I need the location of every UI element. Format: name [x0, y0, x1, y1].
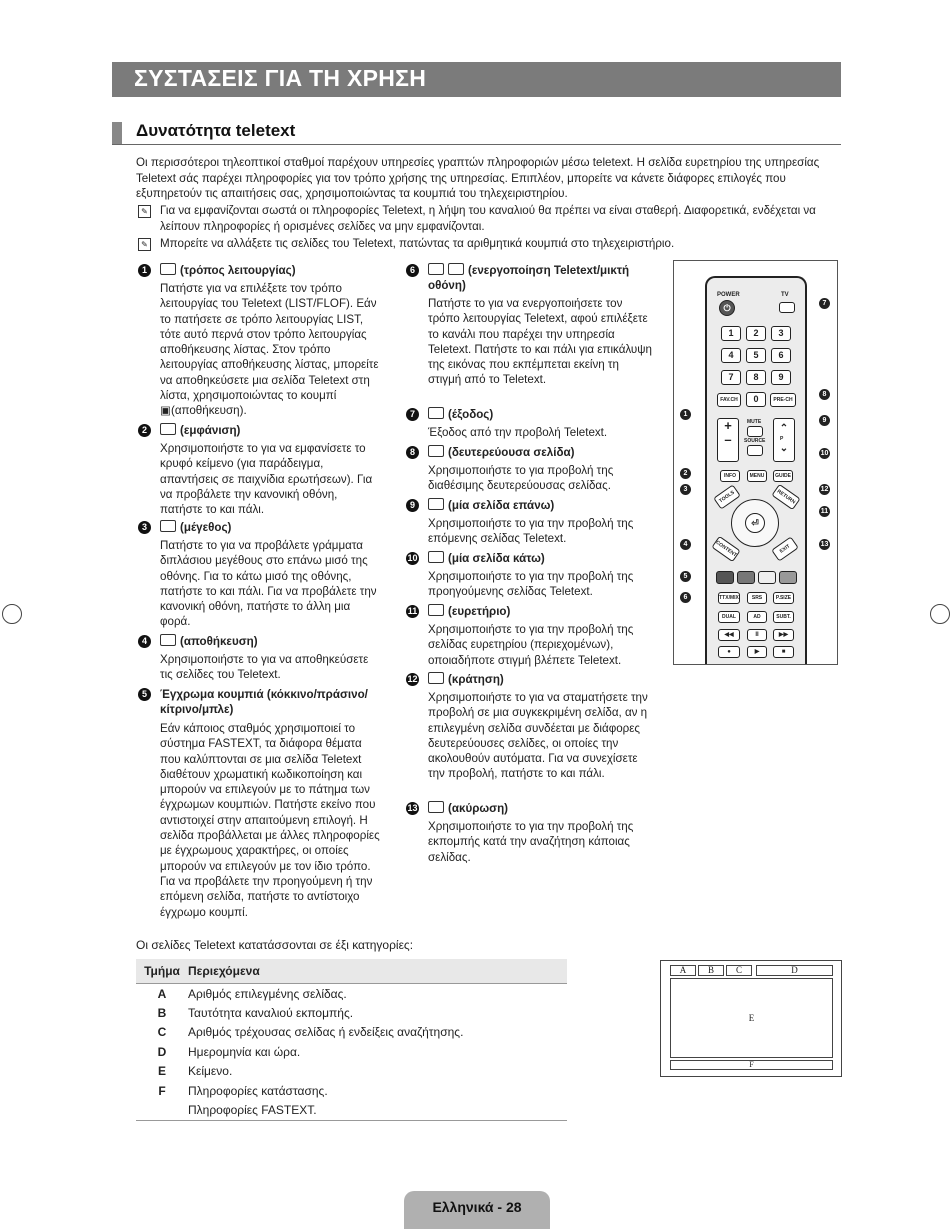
- item-title: (ακύρωση): [448, 802, 509, 815]
- item-number: 3: [138, 521, 151, 534]
- item-title: (τρόπος λειτουργίας): [180, 264, 296, 277]
- callout-2: 2: [680, 468, 691, 479]
- item-title: (μία σελίδα επάνω): [448, 499, 555, 512]
- hold-key-icon: [428, 672, 444, 684]
- ttx-mix-button: TTX/MIX: [718, 592, 740, 604]
- page-number: Ελληνικά - 28: [432, 1199, 522, 1215]
- table-cell: Ταυτότητα καναλιού εκπομπής.: [188, 1006, 354, 1021]
- table-row: [136, 984, 567, 1004]
- table-cell: A: [157, 986, 167, 1001]
- note-2: [138, 236, 838, 252]
- region-c: C: [726, 965, 752, 976]
- table-cell: Πληροφορίες κατάστασης.: [188, 1083, 328, 1098]
- list-item: [138, 634, 378, 684]
- table-header-row: [136, 959, 567, 984]
- region-e: E: [670, 978, 833, 1058]
- table-cell: E: [157, 1064, 166, 1079]
- digit-button: 2: [746, 326, 766, 341]
- digit-button: 7: [721, 370, 741, 385]
- digit-button: 8: [746, 370, 766, 385]
- ad-button: AD: [747, 611, 767, 623]
- yellow-button: [758, 571, 776, 584]
- callout-13: 13: [820, 541, 829, 548]
- item-desc: Χρησιμοποιήστε το για να σταματήσετε την προβολή σε μια συγκεκριμένη σελίδα, αν η επιλεγμένη σελίδα συνδέεται με διάφορες δευτερεύουσες σελίδες, οι οποίες την ακολουθούν αυτόματα. Για να συνεχίσετε την προβολή, πατήστε το και πάλι.: [428, 691, 648, 781]
- item-desc: Πατήστε το για να προβάλετε γράμματα διπλάσιου μεγέθους στο επάνω μισό της οθόνης. Για το κάτω μισό της οθόνης, πατήστε το και πάλι. Για να προβάλετε την κανονική οθόνη, πατήστε το άλλη μια φορά.: [160, 539, 377, 629]
- item-number: 7: [406, 408, 419, 421]
- note-text: Μπορείτε να αλλάξετε τις σελίδες του Teletext, πατώντας τα αριθμητικά κουμπιά στο τηλεχειριστήριο.: [160, 237, 675, 250]
- table-cell: Αριθμός επιλεγμένης σελίδας.: [188, 986, 347, 1001]
- table-cell: Ημερομηνία και ώρα.: [188, 1044, 301, 1059]
- power-button: ⏻: [719, 300, 735, 316]
- table-row: [136, 1023, 567, 1042]
- callout-12: 12: [820, 486, 829, 493]
- table-row: [136, 1062, 567, 1081]
- tools-button: TOOLS: [713, 484, 741, 509]
- region-f: F: [670, 1060, 833, 1070]
- page-footer: [404, 1191, 550, 1229]
- callout-9: 9: [819, 415, 830, 426]
- note-icon: ✎: [138, 238, 151, 251]
- mute-button: [747, 426, 763, 437]
- pause-button: II: [747, 629, 767, 641]
- dual-button: DUAL: [718, 611, 740, 623]
- p-label: P: [780, 436, 784, 442]
- list-item: [138, 263, 378, 423]
- remote-control: [705, 276, 807, 664]
- mode-key-icon: [160, 263, 176, 275]
- list-item: [406, 604, 656, 670]
- channel-rocker: ⌃ ⌄: [773, 418, 795, 462]
- list-item: [406, 407, 656, 443]
- guide-button: GUIDE: [773, 470, 793, 482]
- item-title: (έξοδος): [448, 408, 494, 421]
- table-cell: Κείμενο.: [188, 1064, 233, 1079]
- item-number: 4: [138, 635, 151, 648]
- callout-4: 4: [680, 539, 691, 550]
- digit-button: 0: [746, 392, 766, 407]
- enter-button: ⏎: [745, 513, 765, 533]
- table-cell: D: [157, 1044, 167, 1059]
- list-item: [406, 263, 656, 403]
- table-row: [136, 1003, 567, 1022]
- item-desc: Χρησιμοποιήστε το για προβολή της διαθέσιμης δευτερεύουσας σελίδας.: [428, 464, 614, 493]
- section-title: Δυνατότητα teletext: [136, 121, 296, 140]
- table-cell: F: [158, 1083, 166, 1098]
- exit-key-icon: [428, 407, 444, 419]
- item-title: Έγχρωμα κουμπιά (κόκκινο/πράσινο/κίτρινο/μπλε): [160, 688, 368, 717]
- teletext-screen-diagram: [660, 960, 842, 1077]
- index-key-icon: [428, 604, 444, 616]
- digit-button: 1: [721, 326, 741, 341]
- item-title: (δευτερεύουσα σελίδα): [448, 446, 575, 459]
- item-title: (εμφάνιση): [180, 424, 241, 437]
- reveal-key-icon: [160, 423, 176, 435]
- rewind-button: ◀◀: [718, 629, 740, 641]
- table-cell: [136, 1100, 188, 1120]
- list-item: [138, 423, 378, 518]
- digit-button: 9: [771, 370, 791, 385]
- digit-button: 6: [771, 348, 791, 363]
- item-number: 11: [407, 606, 418, 616]
- note-icon: ✎: [138, 205, 151, 218]
- column-header: Περιεχόμενα: [188, 959, 567, 984]
- tv-label: TV: [781, 292, 789, 298]
- list-item: [406, 445, 656, 495]
- volume-rocker: + –: [717, 418, 739, 462]
- table-cell: Πληροφορίες FASTEXT.: [188, 1100, 567, 1120]
- callout-3: 3: [680, 484, 691, 495]
- callout-1: 1: [680, 409, 691, 420]
- subt-button: SUBT.: [773, 611, 794, 623]
- region-d: D: [756, 965, 833, 976]
- list-item: [406, 801, 656, 866]
- callout-5: 5: [680, 571, 691, 582]
- fav-ch-button: FAV.CH: [717, 393, 741, 407]
- stop-button: ■: [773, 646, 794, 658]
- mix-key-icon: [448, 263, 464, 275]
- table-row: [136, 1100, 567, 1120]
- forward-button: ▶▶: [773, 629, 794, 641]
- teletext-key-icon: [428, 263, 444, 275]
- info-button: INFO: [720, 470, 740, 482]
- callout-11: 11: [820, 508, 829, 515]
- callout-6: 6: [680, 592, 691, 603]
- page-title: ΣΥΣΤΑΣΕΙΣ ΓΙΑ ΤΗ ΧΡΗΣΗ: [134, 65, 427, 91]
- page-down-key-icon: [428, 551, 444, 563]
- record-button: ●: [718, 646, 740, 658]
- item-number: 8: [406, 446, 419, 459]
- table-cell: B: [157, 1006, 167, 1021]
- item-title: (μέγεθος): [180, 521, 232, 534]
- callout-7: 7: [819, 298, 830, 309]
- note-1: [138, 203, 838, 234]
- section-divider: [112, 144, 841, 145]
- table-cell: Αριθμός τρέχουσας σελίδας ή ενδείξεις αναζήτησης.: [188, 1025, 464, 1040]
- list-item: [138, 520, 378, 635]
- item-number: 1: [138, 264, 151, 277]
- item-title: (ευρετήριο): [448, 605, 511, 618]
- categories-intro: Οι σελίδες Teletext κατατάσσονται σε έξι κατηγορίες:: [136, 938, 414, 952]
- region-a: A: [670, 965, 696, 976]
- table-cell: C: [157, 1025, 167, 1040]
- item-number: 9: [406, 499, 419, 512]
- item-desc: Χρησιμοποιήστε το για να αποθηκεύσετε τις σελίδες του Teletext.: [160, 653, 369, 682]
- item-number: 5: [138, 688, 151, 701]
- callout-8: 8: [819, 389, 830, 400]
- item-title: (ενεργοποίηση Teletext/μικτή οθόνη): [428, 264, 630, 293]
- item-title: (κράτηση): [448, 673, 504, 686]
- source-button: [747, 445, 763, 456]
- return-button: RETURN: [771, 484, 800, 510]
- exit-button: EXIT: [771, 536, 799, 561]
- item-number: 6: [406, 264, 419, 277]
- source-label: SOURCE: [744, 438, 766, 444]
- srs-button: SRS: [747, 592, 767, 604]
- green-button: [737, 571, 755, 584]
- digit-button: 4: [721, 348, 741, 363]
- column-header: Τμήμα: [136, 959, 188, 984]
- mute-label: MUTE: [747, 419, 762, 425]
- play-button: ▶: [747, 646, 767, 658]
- list-item: [406, 551, 656, 601]
- menu-button: MENU: [747, 470, 767, 482]
- item-desc: Χρησιμοποιήστε το για την προβολή της εκπομπής κατά την αναζήτηση κάποιας σελίδας.: [428, 820, 634, 864]
- item-number: 12: [407, 674, 418, 684]
- item-number: 13: [407, 803, 418, 813]
- item-title: (αποθήκευση): [180, 635, 258, 648]
- page-up-key-icon: [428, 498, 444, 510]
- note-text: Για να εμφανίζονται σωστά οι πληροφορίες Teletext, η λήψη του καναλιού θα πρέπει να είναι σταθερή. Διαφορετικά, ενδέχεται να λείπουν πληροφορίες ή ορισμένες σελίδες να μην εμφανίζονται.: [160, 204, 816, 233]
- table-row: [136, 1081, 567, 1100]
- item-number: 2: [138, 424, 151, 437]
- subpage-key-icon: [428, 445, 444, 457]
- store-key-icon: [160, 634, 176, 646]
- item-desc: Έξοδος από την προβολή Teletext.: [428, 426, 608, 439]
- section-marker: [112, 122, 122, 144]
- blue-button: [779, 571, 797, 584]
- item-title: (μία σελίδα κάτω): [448, 552, 545, 565]
- registration-mark-right: [930, 604, 950, 624]
- power-label: POWER: [717, 292, 740, 298]
- list-item: [138, 687, 383, 922]
- item-desc: Χρησιμοποιήστε το για την προβολή της προηγούμενης σελίδας Teletext.: [428, 570, 634, 599]
- item-desc: Εάν κάποιος σταθμός χρησιμοποιεί το σύστημα FASTEXT, τα διάφορα θέματα που καλύπτονται σε μια σελίδα Teletext διαθέτουν χρωματική κωδικοποίηση και μπορούν να επιλεγούν με το πάτημα των έγχρωμων κουμπιών. Πατήστε εκείνο που αντιστοιχεί στην απαιτούμενη επιλογή. Η σελίδα προβάλλεται με άλλες πληροφορίες με έγχρωμους χαρακτήρες, οι οποίες μπορούν να επιλεγούν με τον ίδιο τρόπο. Για να προβάλετε την προηγούμενη ή την επόμενη σελίδα, πατήστε το αντίστοιχο έγχρωμο κουμπί.: [160, 722, 380, 919]
- pre-ch-button: PRE-CH: [770, 393, 796, 407]
- registration-mark-left: [2, 604, 22, 624]
- size-key-icon: [160, 520, 176, 532]
- tv-button: [779, 302, 795, 313]
- content-button: CONTENT: [711, 536, 740, 562]
- table-row: [136, 1042, 567, 1061]
- p-size-button: P.SIZE: [773, 592, 794, 604]
- item-desc: Χρησιμοποιήστε το για την προβολή της σελίδας ευρετηρίου (περιεχομένων), οποιαδήποτε στιγμή βλέπετε Teletext.: [428, 623, 634, 667]
- item-number: 10: [407, 553, 418, 563]
- callout-10: 10: [820, 450, 829, 457]
- region-b: B: [698, 965, 724, 976]
- item-desc: Χρησιμοποιήστε το για την προβολή της επόμενης σελίδας Teletext.: [428, 517, 634, 546]
- item-desc: Πατήστε για να επιλέξετε τον τρόπο λειτουργίας του Teletext (LIST/FLOF). Εάν το πατήσετε σε τρόπο λειτουργίας LIST, τότε αυτό περνά στον τρόπο λειτουργίας αποθήκευσης λίστας. Στον τρόπο λειτουργίας αποθήκευσης λίστας, μπορείτε να αποθηκεύσετε μια σελίδα Teletext στη λίστα, χρησιμοποιώντας το κουμπί ▣(αποθήκευση).: [160, 282, 379, 418]
- intro-paragraph: Οι περισσότεροι τηλεοπτικοί σταθμοί παρέχουν υπηρεσίες γραπτών πληροφοριών μέσω teletext. Η σελίδα ευρετηρίου της υπηρεσίας Teletext σάς παρέχει πληροφορίες για τον τρόπο χρήσης της υπηρεσίας. Επιπλέον, μπορείτε να κάνετε διάφορες επιλογές που εξυπηρετούν τις απαιτήσεις σας, χρησιμοποιώντας τα κουμπιά του τηλεχειριστηρίου.: [136, 156, 820, 200]
- list-item: [406, 498, 656, 548]
- cancel-key-icon: [428, 801, 444, 813]
- red-button: [716, 571, 734, 584]
- header-bar: [112, 62, 841, 97]
- categories-table: [136, 959, 567, 1121]
- item-desc: Χρησιμοποιήστε το για να εμφανίσετε το κρυφό κείμενο (για παράδειγμα, απαντήσεις σε παιχνίδια ερωτήσεων). Για να προβάλετε την κανονική οθόνη, πατήστε το και πάλι.: [160, 442, 373, 517]
- digit-button: 5: [746, 348, 766, 363]
- item-desc: Πατήστε το για να ενεργοποιήσετε τον τρόπο λειτουργίας Teletext, αφού επιλέξετε το κανάλι που παρέχει την υπηρεσία Teletext. Πατήστε το και πάλι για επικάλυψη της εικόνας που εκπέμπεται εκείνη τη στιγμή από το Teletext.: [428, 297, 652, 387]
- list-item: [406, 672, 656, 800]
- digit-button: 3: [771, 326, 791, 341]
